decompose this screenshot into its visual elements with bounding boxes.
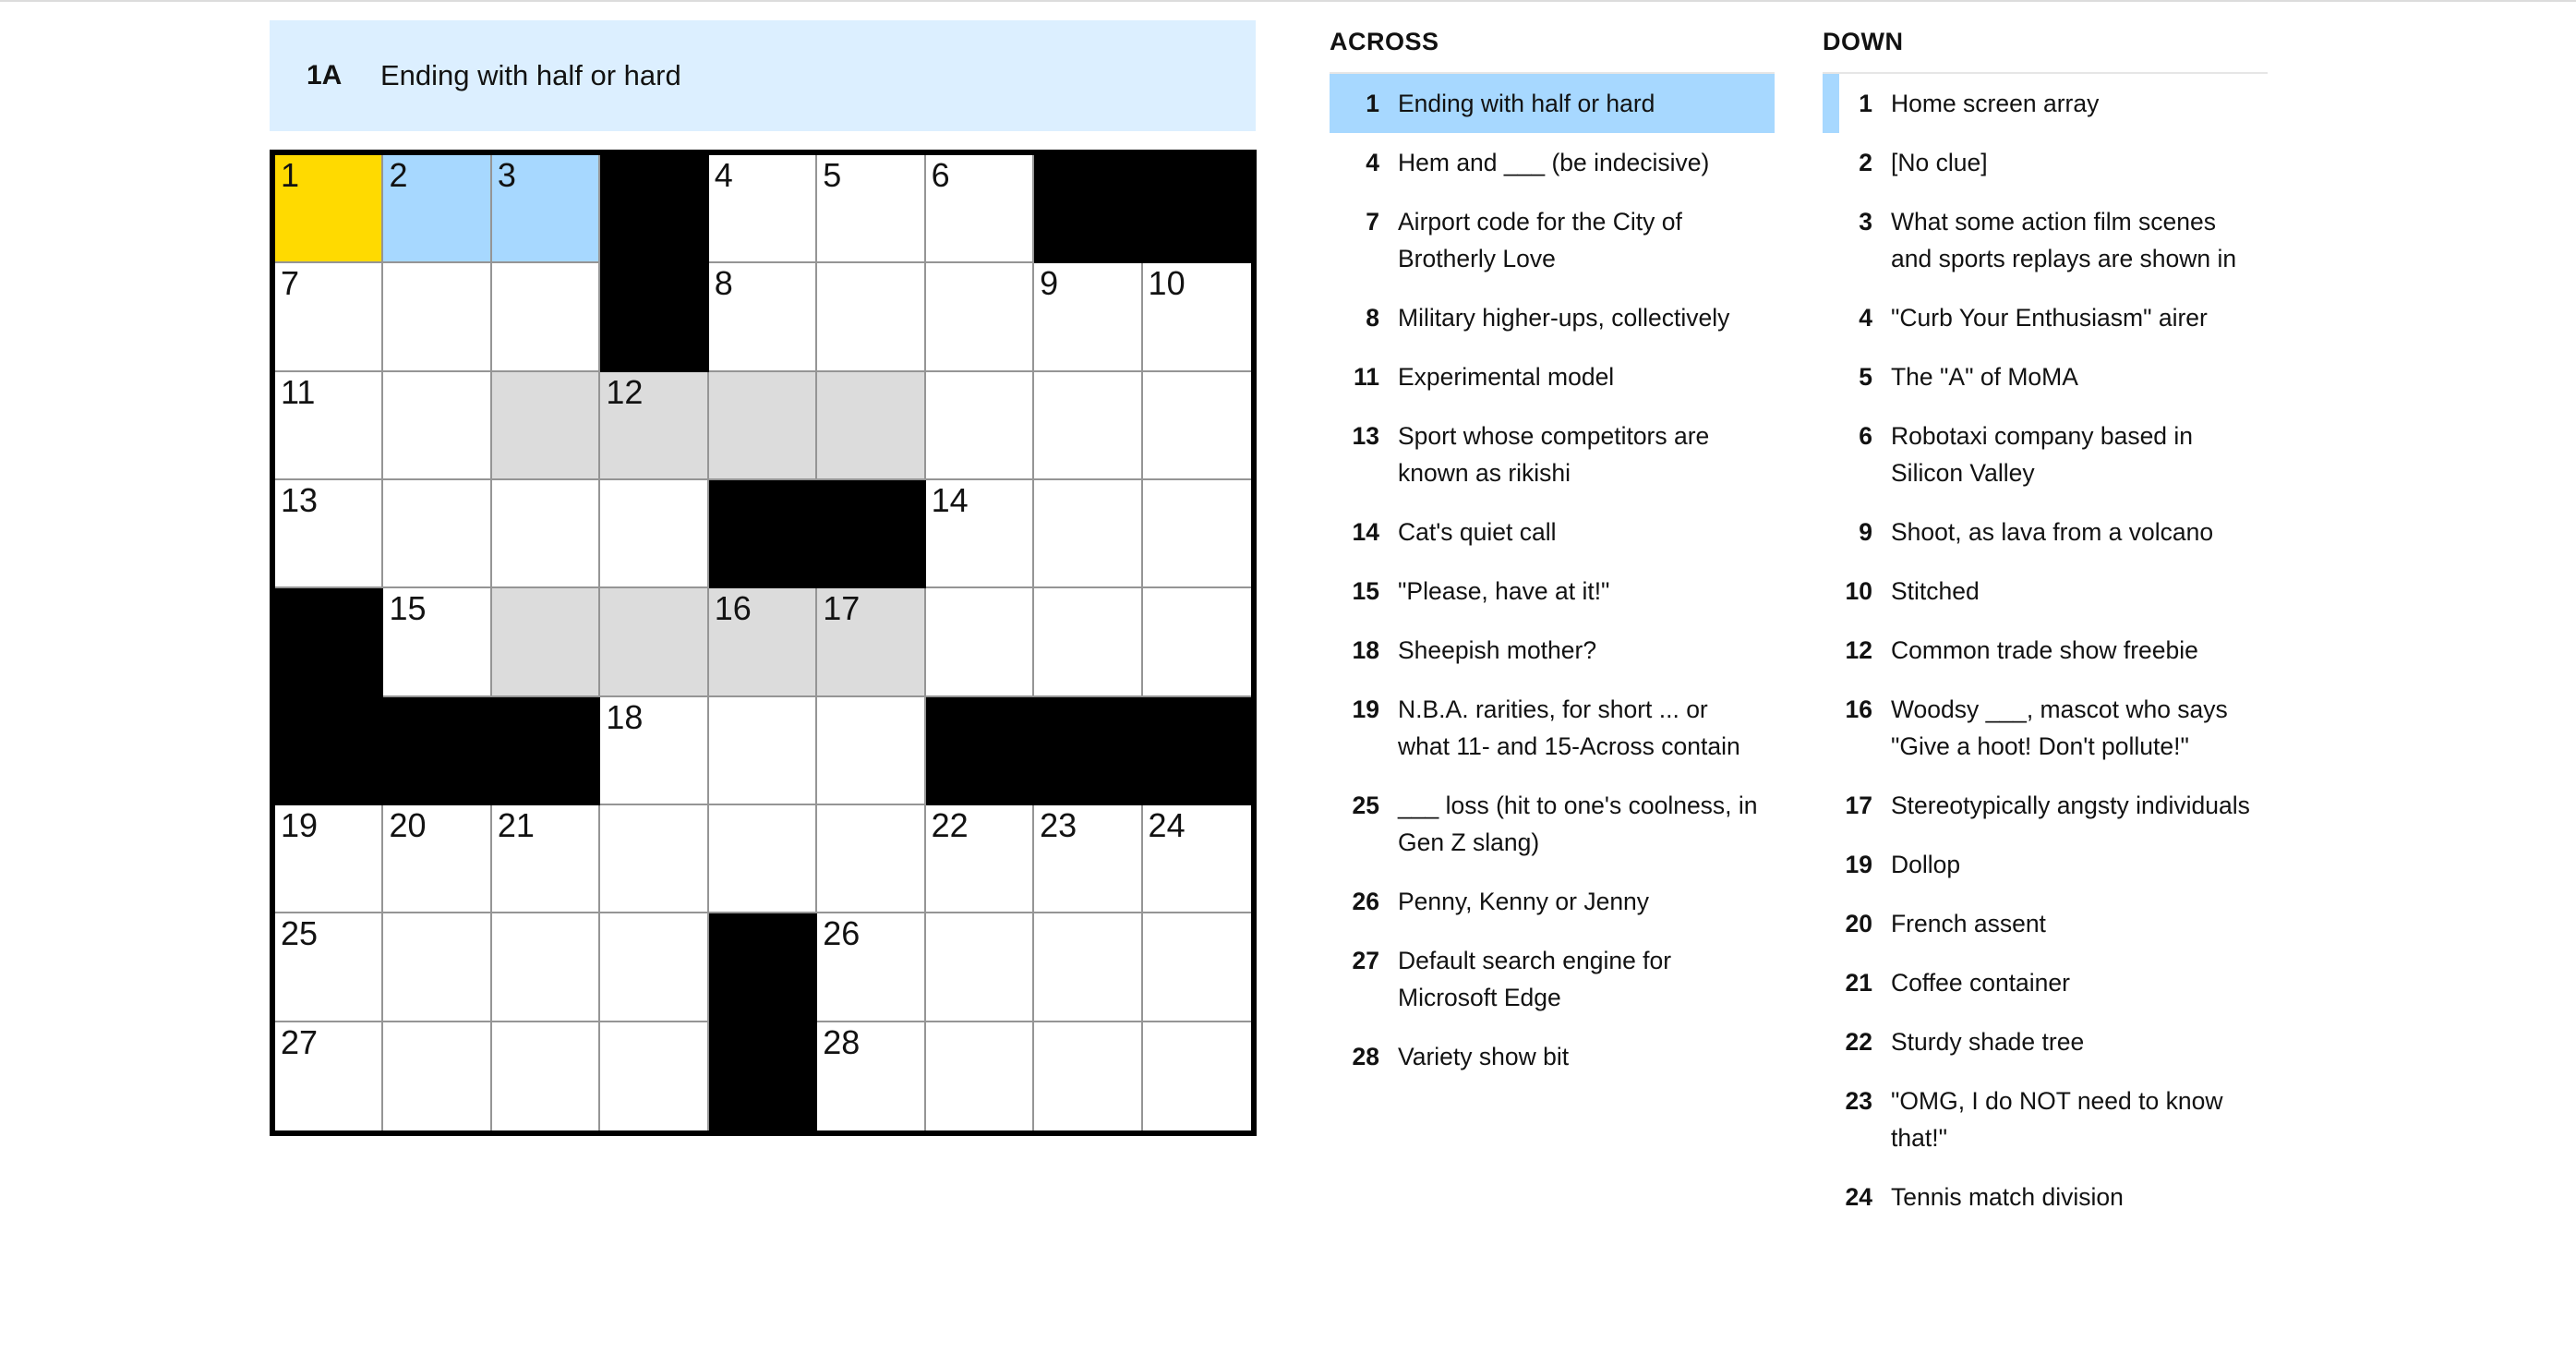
grid-cell[interactable] bbox=[275, 805, 383, 913]
clue-number: 4 bbox=[1366, 149, 1379, 176]
clue-text: Cat's quiet call bbox=[1398, 518, 1557, 546]
across-clues-scroll[interactable] bbox=[1330, 74, 1775, 1179]
grid-cell[interactable] bbox=[275, 480, 383, 588]
grid-cell[interactable] bbox=[817, 372, 925, 480]
grid-cell[interactable] bbox=[709, 155, 817, 263]
grid-cell[interactable] bbox=[383, 805, 491, 913]
grid-cell[interactable] bbox=[1034, 372, 1142, 480]
grid-cell[interactable] bbox=[1034, 913, 1142, 1022]
clue-number: 8 bbox=[1366, 304, 1379, 332]
grid-cell[interactable] bbox=[492, 155, 600, 263]
grid-cell[interactable] bbox=[709, 588, 817, 696]
clue-number: 5 bbox=[1859, 363, 1872, 391]
grid-cell[interactable] bbox=[275, 263, 383, 371]
grid-cell[interactable] bbox=[1034, 263, 1142, 371]
block-cell bbox=[383, 697, 491, 805]
cell-number: 27 bbox=[281, 1022, 319, 1061]
clue-text: Military higher-ups, collectively bbox=[1398, 304, 1730, 332]
clue-item[interactable] bbox=[1823, 776, 2268, 835]
clue-number: 10 bbox=[1845, 577, 1872, 605]
clue-item[interactable] bbox=[1330, 502, 1775, 562]
grid-cell[interactable] bbox=[926, 263, 1034, 371]
grid-cell[interactable] bbox=[383, 1022, 491, 1130]
clue-text: What some action film scenes and sports replays are shown in bbox=[1891, 208, 2237, 272]
grid-cell[interactable] bbox=[926, 480, 1034, 588]
clue-item[interactable] bbox=[1823, 562, 2268, 621]
block-cell bbox=[600, 155, 708, 263]
clue-item[interactable] bbox=[1823, 288, 2268, 347]
clue-number: 24 bbox=[1845, 1183, 1872, 1211]
clue-number: 12 bbox=[1845, 636, 1872, 664]
clue-number: 1 bbox=[1859, 90, 1872, 117]
clue-item[interactable] bbox=[1823, 621, 2268, 680]
clue-text: [No clue] bbox=[1891, 149, 1988, 176]
cell-number: 10 bbox=[1148, 264, 1186, 303]
clue-item[interactable] bbox=[1823, 953, 2268, 1012]
grid-cell[interactable] bbox=[492, 805, 600, 913]
cell-number: 15 bbox=[389, 589, 427, 628]
cell-number: 9 bbox=[1040, 264, 1059, 303]
clue-number: 3 bbox=[1859, 208, 1872, 236]
block-cell bbox=[275, 588, 383, 696]
clue-item[interactable] bbox=[1823, 406, 2268, 502]
clue-item[interactable] bbox=[1330, 776, 1775, 872]
across-clue-list bbox=[1330, 28, 1775, 1179]
down-heading: DOWN bbox=[1823, 28, 2268, 74]
clue-number: 14 bbox=[1352, 518, 1379, 546]
clue-item[interactable] bbox=[1823, 680, 2268, 776]
clue-number: 9 bbox=[1859, 518, 1872, 546]
clue-number: 2 bbox=[1859, 149, 1872, 176]
cell-number: 24 bbox=[1148, 806, 1186, 844]
block-cell bbox=[600, 263, 708, 371]
grid-cell[interactable] bbox=[600, 913, 708, 1022]
block-cell bbox=[709, 1022, 817, 1130]
down-clue-list bbox=[1823, 28, 2268, 1211]
grid-cell[interactable] bbox=[926, 1022, 1034, 1130]
clue-item[interactable] bbox=[1823, 1071, 2268, 1167]
grid-cell[interactable] bbox=[1143, 805, 1251, 913]
grid-cell[interactable] bbox=[383, 588, 491, 696]
grid-cell[interactable] bbox=[383, 263, 491, 371]
across-heading: ACROSS bbox=[1330, 28, 1775, 74]
cell-number: 19 bbox=[281, 806, 319, 844]
block-cell bbox=[709, 480, 817, 588]
grid-cell[interactable] bbox=[709, 372, 817, 480]
grid-cell[interactable] bbox=[817, 588, 925, 696]
clue-text: Sheepish mother? bbox=[1398, 636, 1597, 664]
block-cell bbox=[1143, 155, 1251, 263]
grid-cell[interactable] bbox=[275, 155, 383, 263]
clue-number: 25 bbox=[1352, 792, 1379, 819]
grid-cell[interactable] bbox=[926, 588, 1034, 696]
cell-number: 13 bbox=[281, 481, 319, 519]
clue-number: 26 bbox=[1352, 888, 1379, 915]
clue-text: Sturdy shade tree bbox=[1891, 1028, 2085, 1056]
clue-text: Hem and ___ (be indecisive) bbox=[1398, 149, 1710, 176]
cell-number: 28 bbox=[823, 1022, 861, 1061]
crossword-grid bbox=[275, 155, 1251, 1130]
cell-number: 4 bbox=[714, 156, 733, 194]
grid-cell[interactable] bbox=[383, 372, 491, 480]
clue-number: 15 bbox=[1352, 577, 1379, 605]
clue-number: 11 bbox=[1353, 363, 1379, 391]
grid-cell[interactable] bbox=[1034, 588, 1142, 696]
clue-text: Robotaxi company based in Silicon Valley bbox=[1891, 422, 2194, 487]
clue-item[interactable] bbox=[1823, 502, 2268, 562]
clue-text: Penny, Kenny or Jenny bbox=[1398, 888, 1650, 915]
cell-number: 18 bbox=[606, 697, 644, 736]
grid-cell[interactable] bbox=[817, 697, 925, 805]
grid-cell[interactable] bbox=[492, 1022, 600, 1130]
grid-cell[interactable] bbox=[383, 155, 491, 263]
cell-number: 5 bbox=[823, 156, 842, 194]
block-cell bbox=[926, 697, 1034, 805]
clue-item[interactable] bbox=[1823, 835, 2268, 894]
grid-cell[interactable] bbox=[492, 480, 600, 588]
clue-text: "OMG, I do NOT need to know that!" bbox=[1891, 1087, 2223, 1152]
clue-item[interactable] bbox=[1823, 1167, 2268, 1227]
grid-cell[interactable] bbox=[817, 1022, 925, 1130]
cell-number: 23 bbox=[1040, 806, 1077, 844]
grid-cell[interactable] bbox=[817, 913, 925, 1022]
block-cell bbox=[709, 913, 817, 1022]
current-clue-bar[interactable] bbox=[270, 20, 1256, 131]
clue-text: Stitched bbox=[1891, 577, 1980, 605]
clue-item[interactable] bbox=[1330, 680, 1775, 776]
grid-cell[interactable] bbox=[817, 263, 925, 371]
grid-cell[interactable] bbox=[275, 1022, 383, 1130]
clue-text: Default search engine for Microsoft Edge bbox=[1398, 947, 1672, 1011]
cell-number: 2 bbox=[389, 156, 408, 194]
cell-number: 6 bbox=[931, 156, 950, 194]
clue-number: 19 bbox=[1352, 695, 1379, 723]
cell-number: 21 bbox=[497, 806, 535, 844]
clue-item[interactable] bbox=[1330, 931, 1775, 1027]
clue-number: 18 bbox=[1352, 636, 1379, 664]
grid-cell[interactable] bbox=[817, 155, 925, 263]
grid-cell[interactable] bbox=[926, 372, 1034, 480]
clue-text: French assent bbox=[1891, 910, 2046, 937]
clue-item[interactable] bbox=[1823, 133, 2268, 192]
clue-text: Home screen array bbox=[1891, 90, 2100, 117]
clue-text: Shoot, as lava from a volcano bbox=[1891, 518, 2214, 546]
grid-cell[interactable] bbox=[492, 372, 600, 480]
block-cell bbox=[1034, 155, 1142, 263]
clue-text: N.B.A. rarities, for short ... or what 11- and 15-Across contain bbox=[1398, 695, 1740, 760]
clue-item[interactable] bbox=[1330, 872, 1775, 931]
clue-text: Airport code for the City of Brotherly Love bbox=[1398, 208, 1682, 272]
grid-cell[interactable] bbox=[709, 697, 817, 805]
grid-cell[interactable] bbox=[1143, 588, 1251, 696]
grid-cell[interactable] bbox=[383, 913, 491, 1022]
clue-number: 6 bbox=[1859, 422, 1872, 450]
block-cell bbox=[492, 697, 600, 805]
grid-cell[interactable] bbox=[600, 805, 708, 913]
grid-cell[interactable] bbox=[600, 480, 708, 588]
grid-cell[interactable] bbox=[492, 263, 600, 371]
grid-cell[interactable] bbox=[1143, 480, 1251, 588]
grid-cell[interactable] bbox=[1034, 805, 1142, 913]
grid-cell[interactable] bbox=[492, 588, 600, 696]
block-cell bbox=[275, 697, 383, 805]
clue-text: Sport whose competitors are known as rikishi bbox=[1398, 422, 1710, 487]
clue-item[interactable] bbox=[1330, 192, 1775, 288]
clue-text: Woodsy ___, mascot who says "Give a hoot! Don't pollute!" bbox=[1891, 695, 2228, 760]
clue-item[interactable] bbox=[1823, 192, 2268, 288]
grid-cell[interactable] bbox=[926, 805, 1034, 913]
grid-cell[interactable] bbox=[275, 372, 383, 480]
clue-item[interactable] bbox=[1823, 74, 2268, 133]
clue-text: Stereotypically angsty individuals bbox=[1891, 792, 2250, 819]
grid-cell[interactable] bbox=[275, 913, 383, 1022]
cell-number: 22 bbox=[931, 806, 969, 844]
cell-number: 25 bbox=[281, 914, 319, 953]
clue-number: 23 bbox=[1845, 1087, 1872, 1115]
cell-number: 7 bbox=[281, 264, 300, 303]
clue-number: 21 bbox=[1845, 969, 1872, 997]
clue-item[interactable] bbox=[1330, 621, 1775, 680]
cell-number: 11 bbox=[281, 372, 316, 411]
clue-item[interactable] bbox=[1330, 1027, 1775, 1086]
clue-text: "Curb Your Enthusiasm" airer bbox=[1891, 304, 2208, 332]
grid-cell[interactable] bbox=[1143, 1022, 1251, 1130]
clue-item[interactable] bbox=[1330, 562, 1775, 621]
cell-number: 16 bbox=[714, 589, 752, 628]
clue-number: 1 bbox=[1366, 90, 1379, 117]
clue-number: 28 bbox=[1352, 1043, 1379, 1070]
cell-number: 26 bbox=[823, 914, 861, 953]
down-clues-scroll[interactable] bbox=[1823, 74, 2268, 1211]
clue-text: "Please, have at it!" bbox=[1398, 577, 1610, 605]
grid-cell[interactable] bbox=[600, 372, 708, 480]
grid-cell[interactable] bbox=[600, 697, 708, 805]
clue-number: 4 bbox=[1859, 304, 1872, 332]
grid-cell[interactable] bbox=[926, 155, 1034, 263]
clue-item[interactable] bbox=[1823, 894, 2268, 953]
grid-cell[interactable] bbox=[709, 805, 817, 913]
cell-number: 14 bbox=[931, 481, 969, 519]
clue-item[interactable] bbox=[1330, 406, 1775, 502]
clue-item[interactable] bbox=[1330, 74, 1775, 133]
clue-number: 7 bbox=[1366, 208, 1379, 236]
clue-text: Experimental model bbox=[1398, 363, 1615, 391]
clue-number: 19 bbox=[1845, 851, 1872, 878]
grid-cell[interactable] bbox=[1143, 372, 1251, 480]
clue-item[interactable] bbox=[1823, 347, 2268, 406]
clue-text: Coffee container bbox=[1891, 969, 2070, 997]
clue-number: 17 bbox=[1845, 792, 1872, 819]
clue-item[interactable] bbox=[1823, 1012, 2268, 1071]
current-clue-text: Ending with half or hard bbox=[380, 59, 681, 91]
grid-cell[interactable] bbox=[383, 480, 491, 588]
grid-cell[interactable] bbox=[1143, 263, 1251, 371]
block-cell bbox=[817, 480, 925, 588]
grid-cell[interactable] bbox=[709, 263, 817, 371]
block-cell bbox=[1143, 697, 1251, 805]
cell-number: 8 bbox=[714, 264, 733, 303]
clue-number: 22 bbox=[1845, 1028, 1872, 1056]
current-clue-label: 1A bbox=[307, 60, 343, 91]
clue-number: 13 bbox=[1352, 422, 1379, 450]
top-divider bbox=[0, 0, 2576, 2]
grid-cell[interactable] bbox=[1034, 480, 1142, 588]
crossword-board bbox=[270, 150, 1257, 1136]
grid-cell[interactable] bbox=[1143, 913, 1251, 1022]
clue-text: Dollop bbox=[1891, 851, 1961, 878]
clue-number: 16 bbox=[1845, 695, 1872, 723]
clue-item[interactable] bbox=[1330, 347, 1775, 406]
clue-item[interactable] bbox=[1330, 288, 1775, 347]
cell-number: 12 bbox=[606, 372, 644, 411]
clue-text: The "A" of MoMA bbox=[1891, 363, 2078, 391]
clue-text: Variety show bit bbox=[1398, 1043, 1570, 1070]
cell-number: 3 bbox=[497, 156, 516, 194]
clue-number: 20 bbox=[1845, 910, 1872, 937]
grid-cell[interactable] bbox=[926, 913, 1034, 1022]
cell-number: 17 bbox=[823, 589, 861, 628]
grid-cell[interactable] bbox=[600, 1022, 708, 1130]
block-cell bbox=[1034, 697, 1142, 805]
clue-text: ___ loss (hit to one's coolness, in Gen Z slang) bbox=[1398, 792, 1758, 856]
clue-text: Common trade show freebie bbox=[1891, 636, 2198, 664]
cell-number: 20 bbox=[389, 806, 427, 844]
grid-cell[interactable] bbox=[600, 588, 708, 696]
clue-item[interactable] bbox=[1330, 133, 1775, 192]
clue-number: 27 bbox=[1352, 947, 1379, 974]
clue-text: Tennis match division bbox=[1891, 1183, 2124, 1211]
cell-number: 1 bbox=[281, 156, 300, 194]
clue-text: Ending with half or hard bbox=[1398, 90, 1655, 117]
grid-cell[interactable] bbox=[492, 913, 600, 1022]
grid-cell[interactable] bbox=[1034, 1022, 1142, 1130]
grid-cell[interactable] bbox=[817, 805, 925, 913]
